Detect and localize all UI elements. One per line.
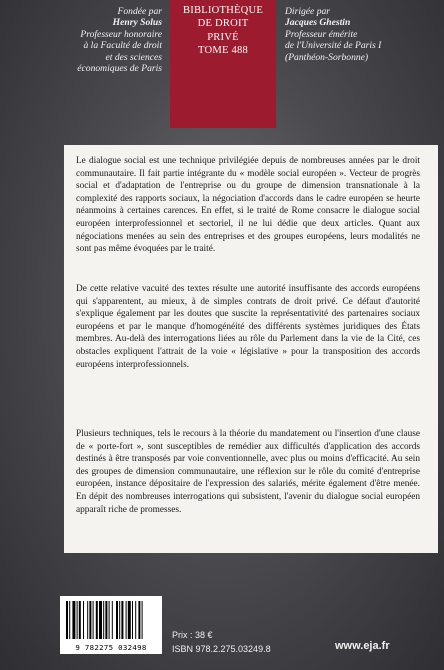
founder-label: Fondée par (117, 6, 162, 17)
series-title-box (170, 0, 276, 128)
director-title-1: Professeur émérite (285, 28, 358, 40)
director-title-3: (Panthéon-Sorbonne) (285, 51, 369, 63)
summary-paragraph-3: Plusieurs techniques, tels le recours à la théorie du mandatement ou l'insertion d'une clause de « porte-fort », sont susceptibles de remédier aux difficultés d'application des accords destinés à être transposés par voie conventionnelle, avec plus ou moins d'efficacité. Au sein des groupes de dimension communautaire, une réflexion sur le rôle du comité d'entreprise européen, instance dépositaire de l'expression des salariés, mérite également d'être menée. En dépit des nombreuses interrogations qui subsistent, l'avenir du dialogue social européen apparaît riche de promesses. (76, 429, 420, 515)
director-credit (285, 6, 435, 63)
founder-name: Henry Solus (112, 17, 162, 29)
director-name: Jacques Ghestin (285, 17, 351, 29)
series-line-2: DE DROIT (197, 18, 249, 30)
series-line-3: PRIVÉ (207, 31, 239, 43)
founder-credit (40, 6, 162, 74)
director-title-2: de l'Université de Paris I (285, 40, 382, 52)
barcode (60, 596, 162, 654)
founder-title-3: et des sciences (105, 51, 162, 63)
founder-title-4: économiques de Paris (77, 63, 162, 75)
publisher-website: www.eja.fr (335, 640, 390, 652)
founder-title-1: Professeur honoraire (80, 28, 162, 40)
director-label: Dirigée par (285, 6, 331, 17)
series-volume: TOME 488 (198, 45, 248, 57)
summary-panel (64, 145, 438, 553)
founder-title-2: à la Faculté de droit (83, 40, 162, 52)
summary-paragraph-1: Le dialogue social est une technique privilégiée depuis de nombreuses années par le droit communautaire. Il fait partie intégrante du « modèle social européen ». Vecteur de progrès social et d'adaptation de l'entreprise ou du groupe de dimension transnationale à la complexité des rapports sociaux, la négociation d'accords dans le cadre européen se heurte néanmoins à certaines carences. En effet, si le traité de Rome consacre le dialogue social européen interprofessionnel et sectoriel, il ne lui dédie que deux articles. Quant aux négociations menées au sein des entreprises et des groupes européens, leurs modalités ne sont pas même évoquées par le traité. (76, 156, 420, 255)
isbn-label: ISBN 978.2.275.03249.8 (172, 644, 271, 654)
series-line-1: BIBLIOTHÈQUE (182, 5, 264, 16)
summary-paragraph-2: De cette relative vacuité des textes résulte une autorité insuffisante des accords européens qui s'apparentent, au mieux, à de simples contrats de droit privé. Ce défaut d'autorité s'explique également par les doutes que suscite la représentativité des partenaires sociaux européens et par le manque d'homogénéité des différents systèmes juridiques des États membres. Au-delà des interrogations liées au rôle du Parlement dans la vie de la Cité, ces obstacles expliquent l'attrait de la voie « législative » pour la transposition des accords européens interprofessionnels. (76, 284, 420, 370)
barcode-digits: 9 782275 032498 (75, 643, 147, 652)
barcode-bars-icon (66, 601, 156, 639)
price-label: Prix : 38 € (172, 630, 213, 640)
